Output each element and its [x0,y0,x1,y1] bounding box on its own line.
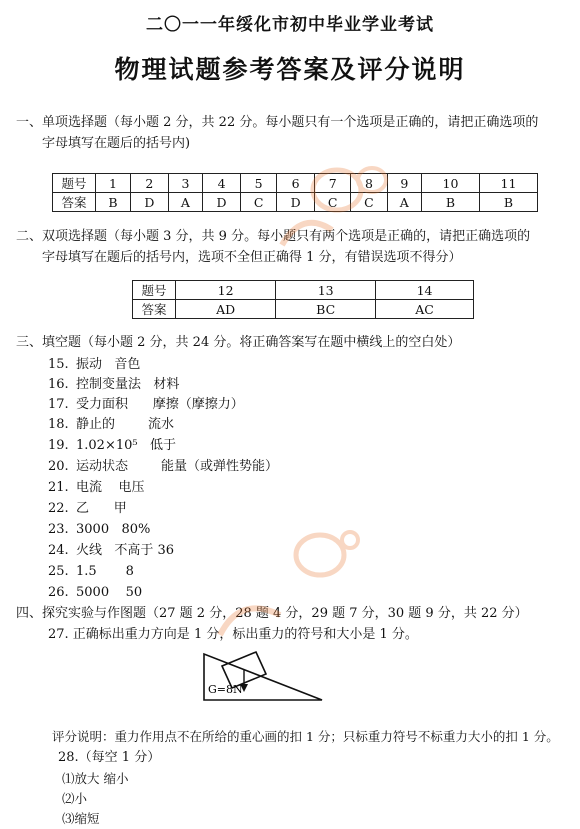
table-cell: 8 [351,174,387,193]
q28-item: ⑶缩短 [62,811,100,826]
item-number: 20. [48,459,69,474]
table-cell: C [240,193,276,212]
item-answer: 火线 不高于 36 [76,543,175,558]
table-cell: 2 [130,174,168,193]
fill-item [48,415,174,435]
item-number: 17. [48,397,69,412]
fill-item [48,457,278,477]
fill-item [48,375,179,395]
scoring-note: 评分说明：重力作用点不在所给的重心画的扣 1 分；只标重力符号不标重力大小的扣 1 分。 [52,729,559,744]
table-cell: 13 [276,281,376,300]
table-cell: 12 [176,281,276,300]
title-line-1: 二〇一一年绥化市初中毕业学业考试 [146,15,434,35]
item-answer: 乙 甲 [76,501,127,516]
item-number: 18. [48,417,69,432]
table-cell: B [421,193,479,212]
table-cell: B [479,193,537,212]
q28-item: ⑴放大 缩小 [62,771,129,786]
item-number: 19. [48,438,69,453]
fill-item [48,436,176,456]
fill-item [48,520,150,540]
fill-item [48,583,142,603]
item-number: 21. [48,480,69,495]
section3-heading: 三、填空题（每小题 2 分，共 24 分。将正确答案写在题中横线上的空白处） [16,335,461,350]
item-number: 25. [48,564,69,579]
table-cell: BC [276,300,376,319]
fill-item [48,541,174,561]
item-answer: 静止的 流水 [76,417,175,432]
table-cell: 9 [387,174,421,193]
item-answer: 电流 电压 [76,480,145,495]
row-label: 题号 [53,174,96,193]
item-number: 22. [48,501,69,516]
row-label: 答案 [53,193,96,212]
q27-text: 27. 正确标出重力方向是 1 分，标出重力的符号和大小是 1 分。 [48,627,418,642]
table-cell: 6 [277,174,315,193]
fill-item [48,355,140,375]
section1-heading: 一、单项选择题（每小题 2 分，共 22 分。每小题只有一个选项是正确的，请把正确选项的 [16,115,539,130]
fill-item [48,499,127,519]
item-number: 15. [48,357,69,372]
section2-answer-table [132,280,474,319]
table-cell: 3 [168,174,202,193]
table-cell: 11 [479,174,537,193]
table-cell: 5 [240,174,276,193]
table-cell: AD [176,300,276,319]
fill-item [48,395,244,415]
fill-item [48,478,145,498]
table-row [53,193,538,212]
section1-heading-cont: 字母填写在题后的括号内) [42,136,191,151]
item-answer: 振动 音色 [76,357,141,372]
table-cell: C [315,193,351,212]
item-answer: 运动状态 能量（或弹性势能） [76,459,279,474]
section1-answer-table [52,173,538,212]
table-cell: A [387,193,421,212]
table-row [53,174,538,193]
table-cell: A [168,193,202,212]
table-cell: 4 [203,174,241,193]
row-label: 答案 [133,300,176,319]
item-number: 24. [48,543,69,558]
item-answer: 3000 80% [76,522,151,537]
section2-heading-cont: 字母填写在题后的括号内，选项不全但正确得 1 分，有错误选项不得分） [42,250,462,265]
item-answer: 1.02×10⁵ 低于 [76,438,176,453]
row-label: 题号 [133,281,176,300]
table-cell: B [96,193,131,212]
title-line-2: 物理试题参考答案及评分说明 [114,55,466,84]
item-number: 23. [48,522,69,537]
table-cell: AC [376,300,474,319]
table-cell: 10 [421,174,479,193]
table-cell: D [203,193,241,212]
item-answer: 控制变量法 材料 [76,377,180,392]
table-row [133,281,474,300]
force-label: G=8N [208,683,243,696]
section4-heading: 四、探究实验与作图题（27 题 2 分，28 题 4 分，29 题 7 分，30 题 9 分，共 22 分） [16,606,528,621]
table-cell: 7 [315,174,351,193]
incline-diagram [200,646,330,722]
q28-text: 28.（每空 1 分） [58,750,161,765]
fill-item [48,562,134,582]
table-cell: D [277,193,315,212]
item-answer: 5000 50 [76,585,143,600]
table-cell: D [130,193,168,212]
item-number: 26. [48,585,69,600]
table-row [133,300,474,319]
section2-heading: 二、双项选择题（每小题 3 分，共 9 分。每小题只有两个选项是正确的，请把正确选项的 [16,229,531,244]
item-answer: 1.5 8 [76,564,134,579]
table-cell: C [351,193,387,212]
item-answer: 受力面积 摩擦（摩擦力） [76,397,244,412]
q28-item: ⑵小 [62,791,88,806]
table-cell: 14 [376,281,474,300]
item-number: 16. [48,377,69,392]
table-cell: 1 [96,174,131,193]
